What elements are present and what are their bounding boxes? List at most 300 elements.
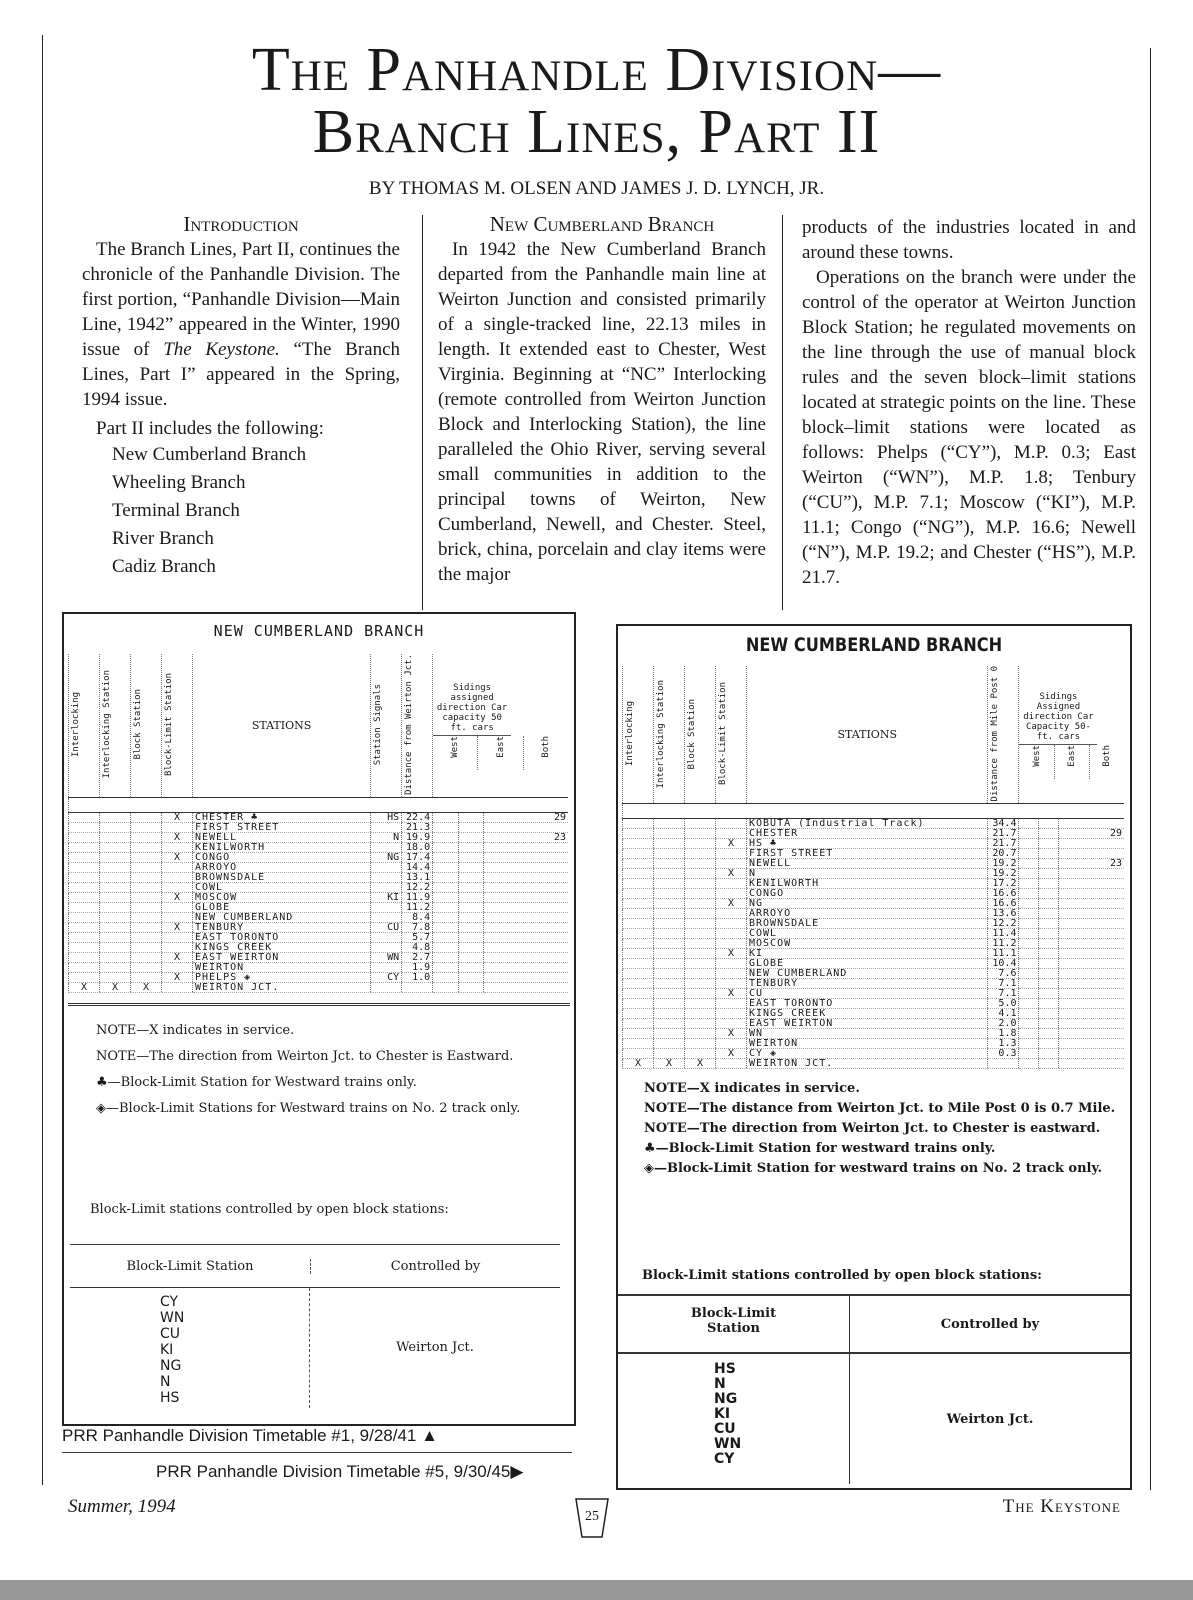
table-cell xyxy=(69,842,100,852)
table-cell xyxy=(685,839,716,849)
note: NOTE—The direction from Weirton Jct. to Chester is Eastward. xyxy=(96,1048,514,1064)
table-cell xyxy=(131,832,162,842)
table-cell xyxy=(484,822,568,832)
note: ◈—Block-Limit Station for westward trains on No. 2 track only. xyxy=(644,1161,1103,1177)
table-cell: X xyxy=(162,952,193,962)
footer-publication: The Keystone xyxy=(1002,1496,1121,1517)
table-cell xyxy=(458,832,483,842)
table-cell xyxy=(458,872,483,882)
controlled-table xyxy=(618,1294,1130,1484)
table-cell xyxy=(1059,1029,1124,1039)
column-header: Distance from Weirton Jct. xyxy=(404,654,415,795)
table-cell: X xyxy=(716,1029,747,1039)
column-header: Interlocking Station xyxy=(656,679,666,788)
table-row xyxy=(69,812,569,822)
table-cell xyxy=(623,929,654,939)
table-cell xyxy=(131,932,162,942)
table-cell xyxy=(716,819,747,829)
intro-text-end: “The Branch Lines, Part I” appeared in the Spring, 1994 issue. xyxy=(82,339,401,410)
table-cell xyxy=(716,829,747,839)
table-cell xyxy=(131,842,162,852)
caption-timetable-2: PRR Panhandle Division Timetable #5, 9/30/45▶ xyxy=(156,1462,524,1481)
table-cell: 7.6 xyxy=(988,969,1019,979)
table-cell xyxy=(1019,949,1039,959)
table-cell xyxy=(484,952,568,962)
table-cell: 23 xyxy=(1059,859,1124,869)
table-cell: 12.2 xyxy=(988,919,1019,929)
table-row xyxy=(69,982,569,992)
column-header: Block Station xyxy=(133,689,143,760)
table-cell xyxy=(1019,1029,1039,1039)
table-cell xyxy=(1019,919,1039,929)
station-name: WEIRTON xyxy=(193,962,371,972)
table-cell xyxy=(131,892,162,902)
table-cell xyxy=(654,909,685,919)
table-cell xyxy=(654,1009,685,1019)
table-cell xyxy=(685,1029,716,1039)
table-row xyxy=(69,832,569,842)
table-cell: 18.0 xyxy=(402,842,433,852)
station-name: CONGO xyxy=(193,852,371,862)
table-cell: 5.0 xyxy=(988,999,1019,1009)
station-list xyxy=(70,1288,310,1408)
column-operations xyxy=(802,215,1136,590)
station-name: COWL xyxy=(747,929,988,939)
station-name: MOSCOW xyxy=(193,892,371,902)
column-header-controlled-by: Controlled by xyxy=(390,1258,481,1274)
station-name: KI xyxy=(747,949,988,959)
table-cell xyxy=(654,919,685,929)
table-cell xyxy=(623,879,654,889)
table-cell xyxy=(1059,919,1124,929)
table-cell xyxy=(654,969,685,979)
table-cell xyxy=(100,832,131,842)
table-cell xyxy=(623,829,654,839)
table-cell xyxy=(654,1029,685,1039)
table-cell: HS xyxy=(371,812,402,822)
table-cell: 29 xyxy=(484,812,568,822)
station-name: CY ◈ xyxy=(747,1049,988,1059)
table-row xyxy=(623,1029,1125,1039)
block-limit-station: CY xyxy=(714,1451,735,1467)
table-row xyxy=(69,852,569,862)
table-cell xyxy=(623,939,654,949)
table-cell xyxy=(1019,999,1039,1009)
table-cell xyxy=(685,859,716,869)
table-cell xyxy=(685,959,716,969)
table-cell xyxy=(654,979,685,989)
table-cell: X xyxy=(69,982,100,992)
note: NOTE—X indicates in service. xyxy=(644,1081,860,1097)
operations-paragraph: Operations on the branch were under the control of the operator at Weirton Junction Block Station; he regulated movements on the line through the use of manual block rules and the seven block–limit stations located at strategic points on the line. These block–limit stations were located as follows: Phelps (“CY”), M.P. 0.3; East Weirton (“WN”), M.P. 1.8; Tenbury (“CU”), M.P. 7.1; Moscow (“KI”), M.P. 11.1; Congo (“NG”), M.P. 16.6; Newell (“N”), M.P. 19.2; and Chester (“HS”), M.P. 21.7. xyxy=(802,267,1136,588)
table-cell xyxy=(654,839,685,849)
table-cell xyxy=(1039,989,1059,999)
table-cell xyxy=(1059,899,1124,909)
table-cell xyxy=(162,822,193,832)
column-header: Block-Limit Station xyxy=(164,672,174,776)
table-cell xyxy=(1039,819,1059,829)
block-limit-station: NG xyxy=(714,1391,738,1407)
table-cell xyxy=(1039,1009,1059,1019)
table-cell xyxy=(69,922,100,932)
table-cell xyxy=(484,942,568,952)
table-cell xyxy=(654,879,685,889)
table-cell xyxy=(623,909,654,919)
table-cell xyxy=(484,882,568,892)
table-row xyxy=(623,979,1125,989)
station-name: ARROYO xyxy=(747,909,988,919)
table-cell: 13.1 xyxy=(402,872,433,882)
table-cell: X xyxy=(716,1049,747,1059)
table-cell xyxy=(484,962,568,972)
byline: BY THOMAS M. OLSEN AND JAMES J. D. LYNCH, JR. xyxy=(368,178,825,199)
table-cell xyxy=(371,912,402,922)
station-name: FIRST STREET xyxy=(747,849,988,859)
note: ♣—Block-Limit Station for westward trains only. xyxy=(644,1141,996,1157)
table-cell xyxy=(716,979,747,989)
table-cell xyxy=(162,902,193,912)
table-cell xyxy=(69,962,100,972)
table-row xyxy=(623,839,1125,849)
table-cell xyxy=(131,912,162,922)
table-cell xyxy=(1039,839,1059,849)
table-cell: 21.7 xyxy=(988,839,1019,849)
table-cell xyxy=(371,862,402,872)
table-cell xyxy=(716,1059,747,1069)
table-cell: 16.6 xyxy=(988,889,1019,899)
table-cell xyxy=(458,922,483,932)
controlled-title: Block-Limit stations controlled by open block stations: xyxy=(90,1202,449,1217)
continued-paragraph: products of the industries located in and around these towns. xyxy=(802,217,1136,263)
station-name: COWL xyxy=(193,882,371,892)
table-row xyxy=(623,1059,1125,1069)
column-header: West xyxy=(450,735,461,758)
table-cell xyxy=(458,892,483,902)
table-cell xyxy=(433,962,458,972)
table-cell xyxy=(131,882,162,892)
table-cell xyxy=(1019,859,1039,869)
table-cell xyxy=(162,932,193,942)
table-cell: 11.2 xyxy=(988,939,1019,949)
column-rule-1 xyxy=(422,215,423,610)
table-cell xyxy=(1019,989,1039,999)
table-cell xyxy=(69,902,100,912)
table-cell xyxy=(100,972,131,982)
column-header: Block-Limit Station xyxy=(718,682,728,786)
article-title-line1: The Panhandle Division— xyxy=(251,36,942,104)
table-cell: 19.9 xyxy=(402,832,433,842)
table-cell: X xyxy=(716,949,747,959)
table-cell xyxy=(1039,889,1059,899)
table-cell xyxy=(654,889,685,899)
table-cell xyxy=(1039,829,1059,839)
table-cell xyxy=(1059,1049,1124,1059)
table-cell: 19.2 xyxy=(988,869,1019,879)
table-cell xyxy=(685,949,716,959)
table-cell xyxy=(654,939,685,949)
table-cell xyxy=(1059,1039,1124,1049)
table-cell xyxy=(1039,849,1059,859)
table-cell xyxy=(623,889,654,899)
timetable-title: NEW CUMBERLAND BRANCH xyxy=(213,622,425,640)
timetable-title: NEW CUMBERLAND BRANCH xyxy=(745,634,1003,656)
table-cell xyxy=(685,849,716,859)
table-cell xyxy=(458,932,483,942)
table-cell xyxy=(433,932,458,942)
table-cell xyxy=(685,929,716,939)
station-name: FIRST STREET xyxy=(193,822,371,832)
table-cell xyxy=(402,982,433,992)
column-header: Interlocking xyxy=(71,691,81,757)
table-row xyxy=(69,822,569,832)
column-header: Block Station xyxy=(687,698,697,769)
list-item: Terminal Branch xyxy=(112,500,240,521)
table-cell xyxy=(1059,839,1124,849)
table-cell xyxy=(623,919,654,929)
table-cell xyxy=(685,989,716,999)
table-cell: KI xyxy=(371,892,402,902)
table-cell xyxy=(131,862,162,872)
table-cell xyxy=(1039,919,1059,929)
table-row xyxy=(623,999,1125,1009)
table-cell xyxy=(69,822,100,832)
table-cell xyxy=(100,902,131,912)
list-item: River Branch xyxy=(112,528,214,549)
table-cell xyxy=(685,939,716,949)
table-cell xyxy=(100,962,131,972)
table-cell xyxy=(716,889,747,899)
table-cell xyxy=(433,912,458,922)
table-cell xyxy=(433,902,458,912)
table-row xyxy=(69,862,569,872)
table-row xyxy=(623,899,1125,909)
table-cell xyxy=(1019,1009,1039,1019)
table-row xyxy=(623,869,1125,879)
table-cell xyxy=(685,1019,716,1029)
station-name: BROWNSDALE xyxy=(747,919,988,929)
block-limit-station: N xyxy=(160,1374,171,1390)
table-cell xyxy=(654,1019,685,1029)
table-cell xyxy=(685,869,716,879)
table-cell xyxy=(69,942,100,952)
table-row xyxy=(69,972,569,982)
table-row xyxy=(69,892,569,902)
table-cell xyxy=(623,1019,654,1029)
table-cell xyxy=(623,1039,654,1049)
table-cell xyxy=(1059,909,1124,919)
table-cell xyxy=(100,852,131,862)
table-cell xyxy=(716,939,747,949)
table-cell xyxy=(484,842,568,852)
table-cell xyxy=(69,832,100,842)
table-cell xyxy=(1059,939,1124,949)
table-cell xyxy=(131,962,162,972)
table-cell: X xyxy=(716,839,747,849)
table-cell xyxy=(458,842,483,852)
table-cell xyxy=(1019,939,1039,949)
table-cell xyxy=(716,1019,747,1029)
table-cell xyxy=(716,1009,747,1019)
branch-list xyxy=(82,441,400,581)
table-cell xyxy=(433,822,458,832)
controlled-title: Block-Limit stations controlled by open block stations: xyxy=(642,1268,1042,1283)
table-row xyxy=(623,849,1125,859)
table-cell xyxy=(623,839,654,849)
table-cell xyxy=(623,999,654,1009)
table-cell xyxy=(433,942,458,952)
note: NOTE—The distance from Weirton Jct. to Mile Post 0 is 0.7 Mile. xyxy=(644,1101,1116,1117)
table-cell xyxy=(162,872,193,882)
table-cell xyxy=(484,892,568,902)
table-cell: 2.7 xyxy=(402,952,433,962)
block-limit-station: HS xyxy=(714,1361,736,1377)
table-cell xyxy=(371,882,402,892)
table-cell xyxy=(371,842,402,852)
table-cell xyxy=(162,962,193,972)
table-cell: 8.4 xyxy=(402,912,433,922)
right-margin-rule xyxy=(1150,48,1151,1490)
table-cell xyxy=(623,1029,654,1039)
page-number-badge xyxy=(575,1498,609,1538)
table-row xyxy=(623,939,1125,949)
column-header: Both xyxy=(540,735,551,758)
table-cell: X xyxy=(162,852,193,862)
column-header-block-limit: Block-Limit Station xyxy=(618,1296,850,1352)
table-cell xyxy=(1019,979,1039,989)
table-cell xyxy=(69,852,100,862)
table-cell xyxy=(1059,999,1124,1009)
table-cell xyxy=(988,1059,1019,1069)
table-cell xyxy=(484,982,568,992)
table-cell xyxy=(623,869,654,879)
table-cell xyxy=(716,1039,747,1049)
block-limit-station: WN xyxy=(160,1310,185,1326)
block-limit-station: CY xyxy=(160,1294,179,1310)
station-name: GLOBE xyxy=(193,902,371,912)
table-cell xyxy=(1019,839,1039,849)
sidings-header: Sidings assigned direction Car capacity 50 ft. cars xyxy=(433,681,511,736)
column-header: Both xyxy=(1101,745,1112,767)
column-header-stations: STATIONS xyxy=(193,654,371,797)
table-cell xyxy=(1059,969,1124,979)
table-cell xyxy=(1039,939,1059,949)
column-new-cumberland xyxy=(438,212,766,587)
table-cell xyxy=(371,982,402,992)
table-cell: 21.3 xyxy=(402,822,433,832)
table-cell xyxy=(623,949,654,959)
table-cell xyxy=(685,1039,716,1049)
new-cumberland-paragraph: In 1942 the New Cumberland Branch departed from the Panhandle main line at Weirton Junction and consisted primarily of a single-tracked line, 22.13 miles in length. It extended east to Chester, West Virginia. Beginning at “NC” Interlocking (remote controlled from Weirton Junction Block and Interlocking Station), the line paralleled the Ohio River, serving several small communities in addition to the principal towns of Weirton, New Cumberland, Newell, and Chester. Steel, brick, china, porcelain and clay items were the major xyxy=(438,239,766,585)
table-cell xyxy=(1019,819,1039,829)
table-cell xyxy=(685,969,716,979)
table-cell xyxy=(1019,889,1039,899)
table-cell xyxy=(69,862,100,872)
scan-edge xyxy=(0,1580,1193,1600)
block-limit-station: HS xyxy=(160,1390,180,1406)
table-row xyxy=(69,902,569,912)
table-cell xyxy=(685,899,716,909)
table-cell xyxy=(371,962,402,972)
table-cell xyxy=(685,979,716,989)
table-cell xyxy=(1039,949,1059,959)
table-cell xyxy=(484,862,568,872)
station-name: TENBURY xyxy=(747,979,988,989)
table-cell xyxy=(458,982,483,992)
table-cell xyxy=(1019,869,1039,879)
table-cell xyxy=(1059,989,1124,999)
table-cell xyxy=(654,949,685,959)
table-cell xyxy=(1039,879,1059,889)
table-cell xyxy=(654,819,685,829)
table-cell xyxy=(100,822,131,832)
table-cell xyxy=(1059,869,1124,879)
caption-rule xyxy=(62,1452,572,1453)
table-cell xyxy=(100,952,131,962)
table-cell: 23 xyxy=(484,832,568,842)
table-cell xyxy=(162,982,193,992)
table-cell xyxy=(100,882,131,892)
table-row xyxy=(69,922,569,932)
column-rule-2 xyxy=(782,215,783,610)
table-cell: 29 xyxy=(1059,829,1124,839)
table-cell xyxy=(162,862,193,872)
column-header: Interlocking xyxy=(625,701,635,767)
table-cell xyxy=(1059,959,1124,969)
station-name: CHESTER ♣ xyxy=(193,812,371,822)
timetable-table xyxy=(622,666,1124,1069)
table-cell xyxy=(162,842,193,852)
table-cell: 20.7 xyxy=(988,849,1019,859)
table-cell: 34.4 xyxy=(988,819,1019,829)
table-cell: 4.1 xyxy=(988,1009,1019,1019)
table-cell xyxy=(131,822,162,832)
column-header-stations: STATIONS xyxy=(747,666,988,804)
table-cell xyxy=(716,969,747,979)
table-row xyxy=(69,912,569,922)
table-row xyxy=(623,989,1125,999)
table-cell: X xyxy=(716,989,747,999)
table-cell: 1.8 xyxy=(988,1029,1019,1039)
table-cell xyxy=(1059,849,1124,859)
table-cell: 10.4 xyxy=(988,959,1019,969)
station-name: WEIRTON xyxy=(747,1039,988,1049)
table-cell xyxy=(458,942,483,952)
table-row xyxy=(623,969,1125,979)
table-cell xyxy=(131,972,162,982)
table-row xyxy=(623,1009,1125,1019)
timetable-1941 xyxy=(62,612,576,1426)
table-cell xyxy=(433,812,458,822)
table-cell: 13.6 xyxy=(988,909,1019,919)
table-cell: X xyxy=(654,1059,685,1069)
station-name: NG xyxy=(747,899,988,909)
table-cell xyxy=(623,899,654,909)
block-limit-station: CU xyxy=(160,1326,181,1342)
column-header-block-limit: Block-Limit Station xyxy=(70,1259,311,1274)
table-cell: 1.3 xyxy=(988,1039,1019,1049)
table-cell: 11.2 xyxy=(402,902,433,912)
block-limit-station: NG xyxy=(160,1358,182,1374)
table-cell xyxy=(1019,879,1039,889)
notes xyxy=(618,1069,1130,1179)
table-row xyxy=(623,929,1125,939)
table-row xyxy=(623,819,1125,829)
controlled-table xyxy=(70,1244,560,1408)
table-cell xyxy=(69,812,100,822)
table-cell xyxy=(1059,879,1124,889)
table-cell xyxy=(100,862,131,872)
note: NOTE—X indicates in service. xyxy=(96,1022,295,1038)
